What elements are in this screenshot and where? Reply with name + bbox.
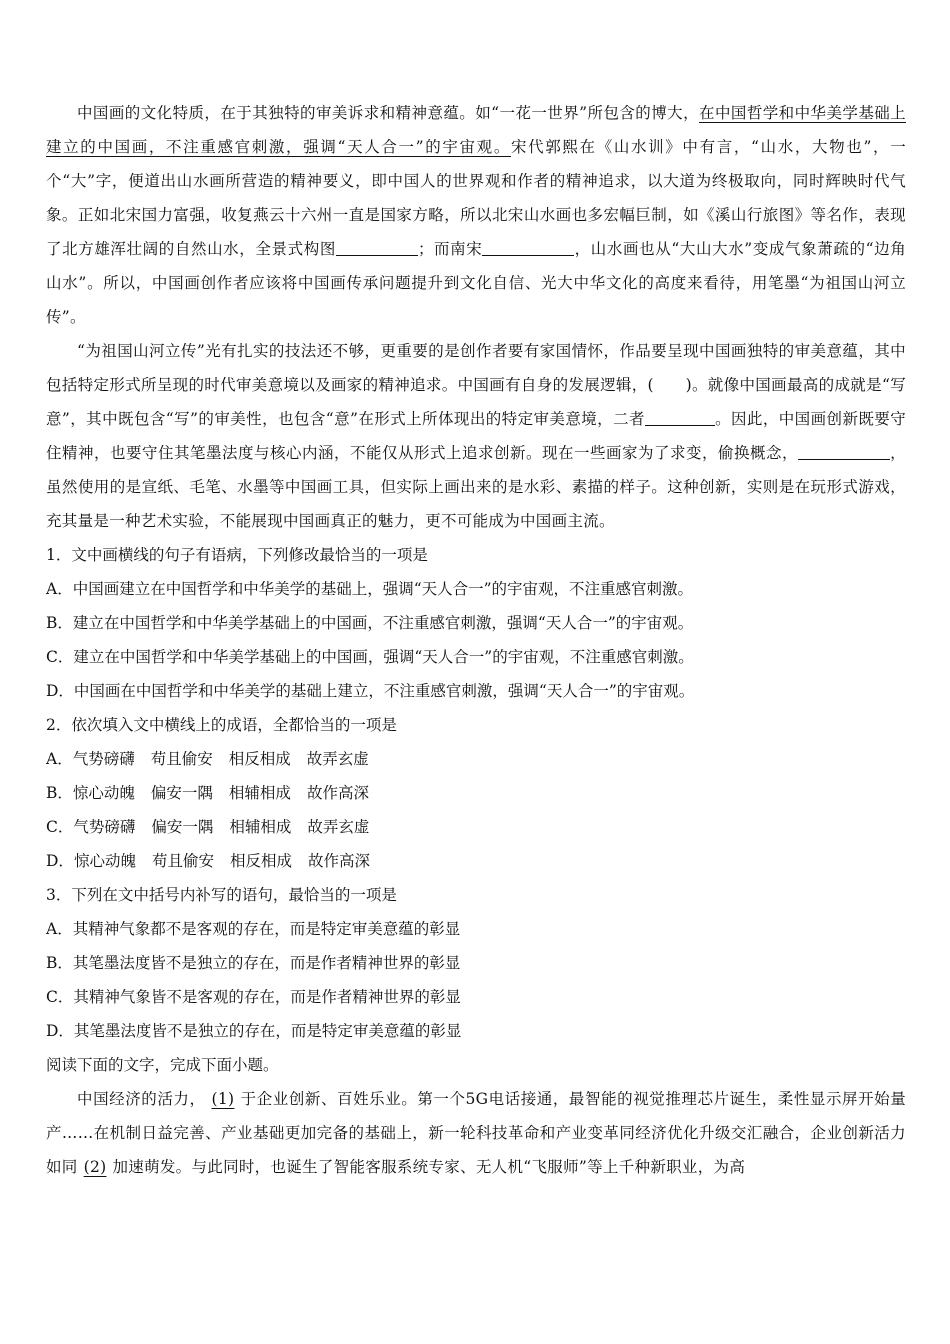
option-a: A．其精神气象都不是客观的存在，而是特定审美意蕴的彰显	[46, 920, 461, 938]
idiom: 气势磅礴	[72, 750, 135, 768]
numbered-blank-2: (2)	[83, 1158, 107, 1176]
passage1-paragraph1	[46, 96, 906, 334]
p1-text-a: 中国画的文化特质，在于其独特的审美诉求和精神意蕴。如“一花一世界”所包含的博大，	[77, 104, 700, 122]
passage1-paragraph2	[46, 334, 906, 538]
question-stem: 3．下列在文中括号内补写的语句，最恰当的一项是	[46, 886, 397, 904]
idiom: 惊心动魄	[72, 784, 135, 802]
fill-blank-4	[798, 444, 890, 461]
option-letter: C．	[46, 818, 74, 836]
option-c	[46, 810, 906, 844]
idiom: 苟且偷安	[150, 750, 213, 768]
document-page	[46, 96, 906, 1184]
idiom: 偏安一隅	[151, 818, 214, 836]
p1-text-c: ；而南宋	[417, 240, 483, 258]
idiom: 惊心动魄	[73, 852, 136, 870]
passage2-paragraph	[46, 1082, 906, 1184]
numbered-blank-1: (1)	[211, 1090, 235, 1108]
option-b: B．其笔墨法度皆不是独立的存在，而是作者精神世界的彰显	[46, 954, 461, 972]
passage2-text-a: 中国经济的活力，	[77, 1090, 206, 1108]
option-d	[46, 844, 906, 878]
option-a: A．中国画建立在中国哲学和中华美学的基础上，强调“天人合一”的宇宙观，不注重感官刺激。	[46, 580, 694, 598]
option-d: D．中国画在中国哲学和中华美学的基础上建立，不注重感官刺激，强调“天人合一”的宇宙观。	[46, 682, 695, 700]
question-stem: 2．依次填入文中横线上的成语，全都恰当的一项是	[46, 716, 397, 734]
underlined-sentence: 在中国哲学和中华美学基础上建立的中国画，不注重感官刺激，强调“天人合一”的宇宙观。	[46, 104, 906, 156]
idiom: 故作高深	[307, 852, 370, 870]
p1-text-d: ，山水画也从“大山大水”变成气象萧疏的“边角山水”。所以，中国画创作者应该将中国画传承问题提升到文化自信、光大中华文化的高度来看待，用笔墨“为祖国山河立传”。	[46, 240, 907, 326]
option-c: C．其精神气象皆不是客观的存在，而是作者精神世界的彰显	[46, 988, 461, 1006]
p2-text-c: ，虽然使用的是宣纸、毛笔、水墨等中国画工具，但实际上画出来的是水彩、素描的样子。这种创新，实则是在玩形式游戏，充其量是一种艺术实验，不能展现中国画真正的魅力，更不可能成为中国画主流。	[46, 444, 906, 530]
option-letter: D．	[46, 852, 74, 870]
idiom: 故弄玄虚	[306, 750, 369, 768]
option-d: D．其笔墨法度皆不是独立的存在，而是特定审美意蕴的彰显	[46, 1022, 462, 1040]
idiom: 相反相成	[229, 852, 292, 870]
option-b	[46, 776, 906, 810]
passage2-text-c: 加速萌发。与此同时，也诞生了智能客服系统专家、无人机“飞服师”等上千种新职业，为高	[112, 1158, 746, 1176]
idiom: 故弄玄虚	[307, 818, 370, 836]
option-b: B．建立在中国哲学和中华美学基础上的中国画，不注重感官刺激，强调“天人合一”的宇宙观。	[46, 614, 694, 632]
idiom: 故作高深	[306, 784, 369, 802]
fill-blank-2	[482, 240, 574, 257]
idiom: 相辅相成	[229, 818, 292, 836]
reading-intro: 阅读下面的文字，完成下面小题。	[46, 1056, 279, 1074]
fill-blank-3	[645, 410, 715, 427]
idiom: 偏安一隅	[150, 784, 213, 802]
option-c: C．建立在中国哲学和中华美学基础上的中国画，强调“天人合一”的宇宙观，不注重感官刺激。	[46, 648, 694, 666]
question-stem: 1．文中画横线的句子有语病，下列修改最恰当的一项是	[46, 546, 428, 564]
p2-text-b: 。因此，中国画创新既要守住精神，也要守住其笔墨法度与核心内涵，不能仅从形式上追求创新。现在一些画家为了求变，偷换概念，	[46, 410, 907, 462]
question-1	[46, 538, 906, 708]
idiom: 苟且偷安	[151, 852, 214, 870]
idiom: 相辅相成	[228, 784, 291, 802]
question-2	[46, 708, 906, 878]
fill-blank-1	[336, 240, 418, 257]
p2-text-a: “为祖国山河立传”光有扎实的技法还不够，更重要的是创作者要有家国情怀，作品要呈现中国画独特的审美意蕴，其中包括特定形式所呈现的时代审美意境以及画家的精神追求。中国画有自身的发展逻辑，( )。就像中国画最高的成就是“写意”，其中既包含“写”的审美性，也包含“意”在形式上所体现出的特定审美意境，二者	[46, 342, 906, 428]
idiom: 气势磅礴	[73, 818, 136, 836]
option-letter: B．	[46, 784, 73, 802]
passage2-text-b: 于企业创新、百姓乐业。第一个5G电话接通，最智能的视觉推理芯片诞生，柔性显示屏开始量产……在机制日益完善、产业基础更加完备的基础上，新一轮科技革命和产业变革同经济优化升级交汇融合，企业创新活力如同	[46, 1090, 906, 1176]
option-a	[46, 742, 906, 776]
p1-text-b: 宋代郭熙在《山水训》中有言，“山水，大物也”，一个“大”字，便道出山水画所营造的精神要义，即中国人的世界观和作者的精神追求，以大道为终极取向，同时辉映时代气象。正如北宋国力富强，收复燕云十六州一直是国家方略，所以北宋山水画也多宏幅巨制，如《溪山行旅图》等名作，表现了北方雄浑壮阔的自然山水，全景式构图	[46, 138, 906, 258]
idiom: 相反相成	[228, 750, 291, 768]
option-letter: A．	[46, 750, 73, 768]
question-3	[46, 878, 906, 1048]
